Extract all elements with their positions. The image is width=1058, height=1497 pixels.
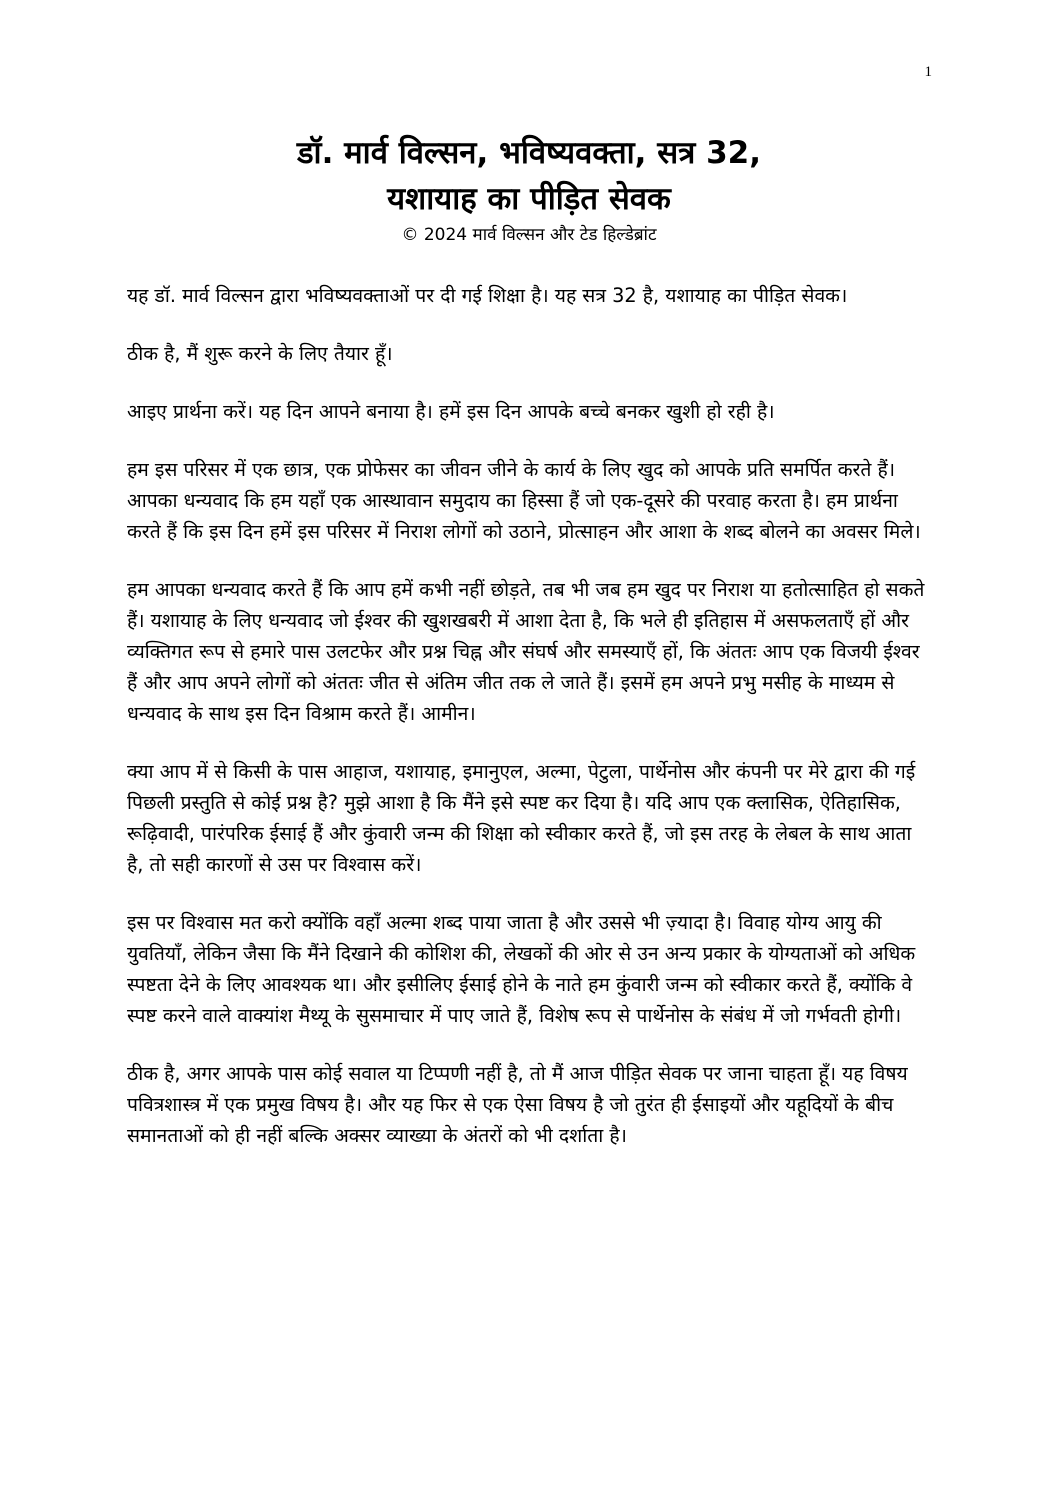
paragraph: ठीक है, अगर आपके पास कोई सवाल या टिप्पणी नहीं है, तो मैं आज पीड़ित सेवक पर जाना चाहता हूँ। यह विषय पवित्रशास्त्र में एक प्रमुख विषय है। और यह फिर से एक ऐसा विषय है जो तुरंत ही ईसाइयों और यहूदियों के बीच समानताओं को ही नहीं बल्कि अक्सर व्याख्या के अंतरों को भी दर्शाता है।: [127, 1062, 908, 1147]
title-block: [0, 130, 1058, 248]
paragraph: इस पर विश्वास मत करो क्योंकि वहाँ अल्मा शब्द पाया जाता है और उससे भी ज़्यादा है। विवाह योग्य आयु की युवतियाँ, लेकिन जैसा कि मैंने दिखाने की कोशिश की, लेखकों की ओर से उन अन्य प्रकार के योग्यताओं को अधिक स्पष्टता देने के लिए आवश्यक था। और इसीलिए ईसाई होने के नाते हम कुंवारी जन्म को स्वीकार करते हैं, क्योंकि वे स्पष्ट करने वाले वाक्यांश मैथ्यू के सुसमाचार में पाए जाते हैं, विशेष रूप से पार्थेनोस के संबंध में जो गर्भवती होगी।: [127, 911, 916, 1027]
document-body: [127, 280, 933, 1178]
page-title-line-2: यशायाह का पीड़ित सेवक: [387, 181, 671, 217]
paragraph: आइए प्रार्थना करें। यह दिन आपने बनाया है। हमें इस दिन आपके बच्चे बनकर खुशी हो रही है।: [127, 400, 775, 423]
copyright-notice: © 2024 मार्व विल्सन और टेड हिल्डेब्रांट: [401, 225, 657, 245]
paragraph: हम इस परिसर में एक छात्र, एक प्रोफेसर का जीवन जीने के कार्य के लिए खुद को आपके प्रति समर्पित करते हैं। आपका धन्यवाद कि हम यहाँ एक आस्थावान समुदाय का हिस्सा हैं जो एक-दूसरे की परवाह करता है। हम प्रार्थना करते हैं कि इस दिन हमें इस परिसर में निराश लोगों को उठाने, प्रोत्साहन और आशा के शब्द बोलने का अवसर मिले।: [127, 458, 921, 543]
paragraph: यह डॉ. मार्व विल्सन द्वारा भविष्यवक्ताओं पर दी गई शिक्षा है। यह सत्र 32 है, यशायाह का पीड़ित सेवक।: [127, 284, 848, 307]
page-title-line-1: डॉ. मार्व विल्सन, भविष्यवक्ता, सत्र 32,: [296, 135, 762, 171]
paragraph: ठीक है, मैं शुरू करने के लिए तैयार हूँ।: [127, 342, 393, 365]
paragraph: क्या आप में से किसी के पास आहाज, यशायाह, इमानुएल, अल्मा, पेटुला, पार्थेनोस और कंपनी पर मेरे द्वारा की गई पिछली प्रस्तुति से कोई प्रश्न है? मुझे आशा है कि मैंने इसे स्पष्ट कर दिया है। यदि आप एक क्लासिक, ऐतिहासिक, रूढ़िवादी, पारंपरिक ईसाई हैं और कुंवारी जन्म की शिक्षा को स्वीकार करते हैं, जो इस तरह के लेबल के साथ आता है, तो सही कारणों से उस पर विश्वास करें।: [127, 760, 916, 876]
page-number: 1: [924, 64, 932, 80]
paragraph: हम आपका धन्यवाद करते हैं कि आप हमें कभी नहीं छोड़ते, तब भी जब हम खुद पर निराश या हतोत्साहित हो सकते हैं। यशायाह के लिए धन्यवाद जो ईश्वर की खुशखबरी में आशा देता है, कि भले ही इतिहास में असफलताएँ हों और व्यक्तिगत रूप से हमारे पास उलटफेर और प्रश्न चिह्न और संघर्ष और समस्याएँ हों, कि अंततः आप एक विजयी ईश्वर हैं और आप अपने लोगों को अंततः जीत से अंतिम जीत तक ले जाते हैं। इसमें हम अपने प्रभु मसीह के माध्यम से धन्यवाद के साथ इस दिन विश्राम करते हैं। आमीन।: [127, 578, 925, 725]
